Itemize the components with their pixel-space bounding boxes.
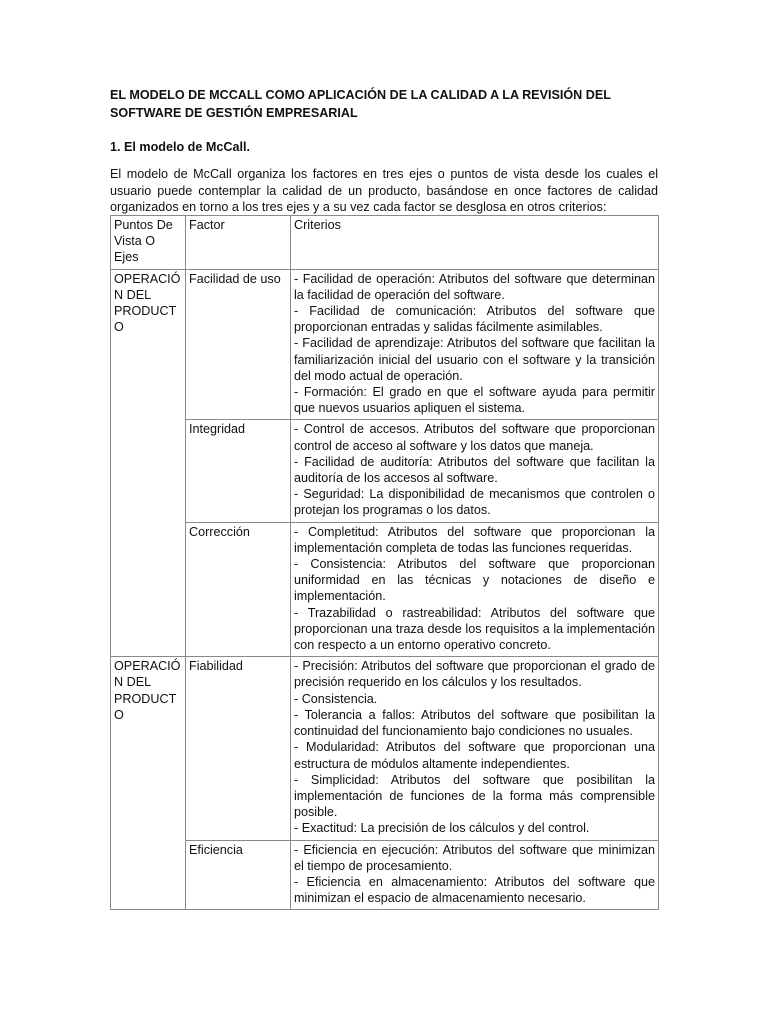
factor-cell: Corrección [186,522,291,657]
criterion-item: - Simplicidad: Atributos del software que posibilitan la implementación de funciones de la forma más comprensible posible. [294,772,655,820]
criterion-item: - Facilidad de operación: Atributos del software que determinan la facilidad de operación del software. [294,271,655,302]
criteria-cell [291,840,659,910]
table-row [111,657,659,840]
table-header-row [111,216,659,270]
criterion-item: - Facilidad de comunicación: Atributos del software que proporcionan entradas y salidas fácilmente asimilables. [294,304,655,335]
header-view-axes: Puntos De Vista O Ejes [111,216,186,270]
criteria-cell [291,657,659,840]
criterion-item: - Tolerancia a fallos: Atributos del software que posibilitan la continuidad del funcionamiento bajo condiciones no usuales. [294,707,655,739]
criterion-item: - Eficiencia en ejecución: Atributos del software que minimizan el tiempo de procesamiento. [294,842,655,873]
header-factor: Factor [186,216,291,270]
criteria-cell [291,522,659,657]
table-row [111,269,659,420]
criterion-item: - Eficiencia en almacenamiento: Atributos del software que minimizan el espacio de almacenamiento necesario. [294,874,655,906]
criterion-item: - Consistencia. [294,691,378,706]
criteria-cell [291,269,659,420]
header-criteria: Criterios [291,216,659,270]
criterion-item: - Trazabilidad o rastreabilidad: Atributos del software que proporcionan una traza desde los requisitos a la implementación con respecto a un entorno operativo concreto. [294,605,655,653]
factor-cell: Facilidad de uso [186,269,291,420]
section-heading: 1. El modelo de McCall. [110,140,250,154]
criterion-item: - Control de accesos. Atributos del software que proporcionan control de acceso al software y los datos que maneja. [294,422,655,453]
criterion-item: - Formación: El grado en que el software ayuda para permitir que nuevos usuarios apliquen el sistema. [294,385,655,416]
criterion-item: - Completitud: Atributos del software que proporcionan la implementación completa de todas las funciones requeridas. [294,524,655,555]
intro-paragraph: El modelo de McCall organiza los factores en tres ejes o puntos de vista desde los cuales el usuario puede contemplar la calidad de un producto, basándose en once factores de calidad organizados en torno a los tres ejes y a su vez cada factor se desglosa en otros criterios: [110,167,658,214]
criterion-item: - Seguridad: La disponibilidad de mecanismos que controlen o protejan los programas o los datos. [294,487,655,518]
table-row [111,840,659,910]
document-title: EL MODELO DE MCCALL COMO APLICACIÓN DE LA CALIDAD A LA REVISIÓN DEL SOFTWARE DE GESTIÓN EMPRESARIAL [110,88,611,120]
table-row [111,420,659,522]
criterion-item: - Exactitud: La precisión de los cálculos y del control. [294,821,590,836]
criterion-item: - Modularidad: Atributos del software que proporcionan una estructura de módulos altamente independientes. [294,740,655,771]
criterion-item: - Facilidad de aprendizaje: Atributos del software que facilitan la familiarización inicial del usuario con el software y la transición del modo actual de operación. [294,336,655,383]
table-row [111,522,659,657]
mccall-factors-table [110,215,659,910]
criterion-item: - Precisión: Atributos del software que proporcionan el grado de precisión requerido en los cálculos y los resultados. [294,659,655,690]
axis-cell: OPERACIÓN DEL PRODUCTO [111,269,186,657]
factor-cell: Fiabilidad [186,657,291,840]
criterion-item: - Facilidad de auditoría: Atributos del software que facilitan la auditoría de los accesos al software. [294,454,655,486]
criterion-item: - Consistencia: Atributos del software que proporcionan uniformidad en las técnicas y notaciones de diseño e implementación. [294,557,655,604]
factor-cell: Eficiencia [186,840,291,910]
criteria-cell [291,420,659,522]
factor-cell: Integridad [186,420,291,522]
axis-cell: OPERACIÓN DEL PRODUCTO [111,657,186,910]
